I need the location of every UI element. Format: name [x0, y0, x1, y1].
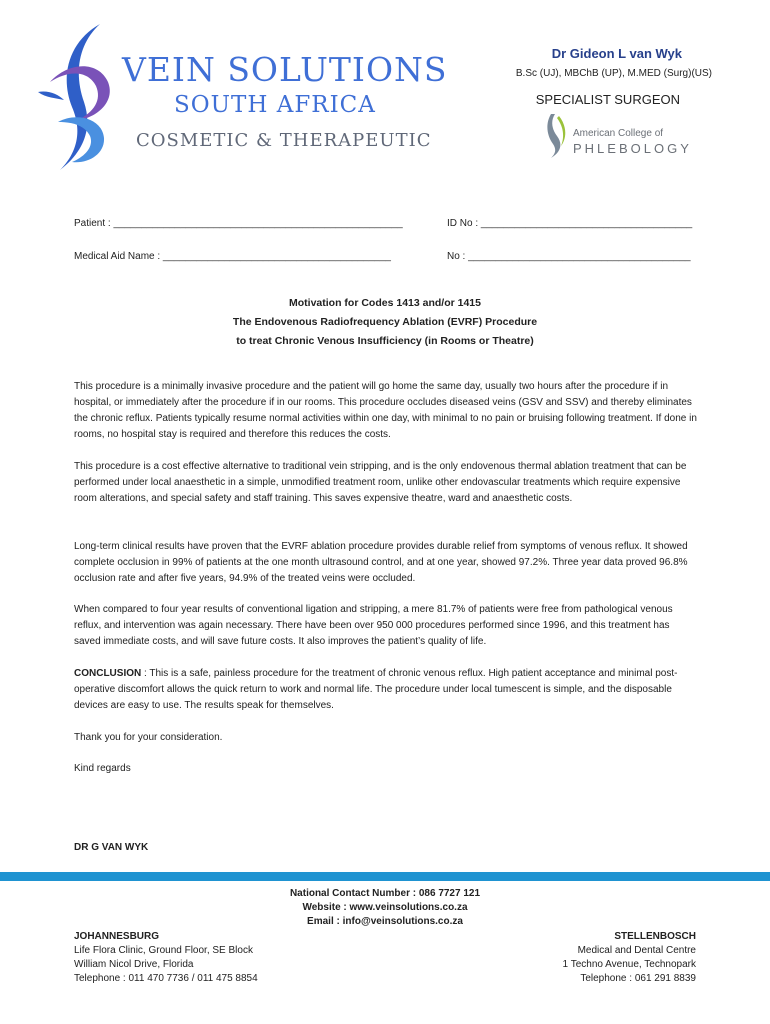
conclusion-label: CONCLUSION	[74, 668, 142, 679]
brand-region: SOUTH AFRICA	[174, 92, 376, 118]
affiliation-line1: American College of	[573, 128, 664, 139]
stb-address-line2: 1 Techno Avenue, Technopark	[562, 959, 696, 970]
jhb-address-line2: William Nicol Drive, Florida	[74, 959, 194, 970]
doctor-name: Dr Gideon L van Wyk	[551, 46, 682, 61]
conclusion-text: : This is a safe, painless procedure for the treatment of chronic venous reflux. High patient acceptance and minimal post-operative discomfort allows the quick return to work and normal life. The procedure under local tumescent is simple, and the disposable devices are easy to use. The results speak for themselves.	[74, 668, 678, 711]
signature: DR G VAN WYK	[74, 842, 149, 853]
stb-telephone: Telephone : 061 291 8839	[580, 973, 696, 984]
footer-divider-thin	[0, 880, 770, 881]
paragraph-3: Long-term clinical results have proven that the EVRF ablation procedure provides durable relief from symptoms of venous reflux. It showed complete occlusion in 99% of patients at the one month ultrasound control, and at one year, showed 97.2%. Three year data proved 96.8% occlusion rate and after five years, 94.9% of the treated veins were occluded.	[74, 541, 688, 584]
heading-line1: Motivation for Codes 1413 and/or 1415	[289, 297, 481, 309]
national-contact-number: National Contact Number : 086 7727 121	[289, 888, 481, 899]
vein-solutions-logo-icon	[38, 22, 128, 172]
medical-aid-field[interactable]: Medical Aid Name : _________________________________________	[74, 251, 391, 262]
stb-address-line1: Medical and Dental Centre	[577, 945, 696, 956]
doctor-title: SPECIALIST SURGEON	[535, 92, 680, 107]
email-link[interactable]: Email : info@veinsolutions.co.za	[307, 916, 463, 927]
brand-tagline: COSMETIC & THERAPEUTIC	[136, 130, 432, 151]
jhb-city: JOHANNESBURG	[74, 931, 160, 942]
conclusion-paragraph	[74, 666, 698, 714]
stb-city: STELLENBOSCH	[614, 931, 696, 942]
footer-divider	[0, 872, 770, 880]
paragraph-2: This procedure is a cost effective alternative to traditional vein stripping, and is the only endovenous thermal ablation treatment that can be performed under local anaesthetic in a simple, unmodified treatment room, unlike other endovascular treatments which require expensive room alterations, and special safety and staff training. This saves expensive theatre, ward and anaesthetic costs.	[74, 461, 687, 504]
stellenbosch-office	[563, 930, 696, 986]
doctor-qualifications: B.Sc (UJ), MBChB (UP), M.MED (Surg)(US)	[515, 68, 712, 79]
website-link[interactable]: Website : www.veinsolutions.co.za	[302, 902, 468, 913]
paragraph-1: This procedure is a minimally invasive procedure and the patient will go home the same day, usually two hours after the procedure if in hospital, or immediately after the procedure if in our rooms. This procedure occludes diseased veins (GSV and SSV) and thereby eliminates the chronic reflux. Patients typically resume normal activities within one day, with minimal to no pain or bruising following treatment. If done in rooms, no hospital stay is required and therefore this reduces the costs.	[74, 381, 697, 440]
regards-line: Kind regards	[74, 763, 131, 774]
heading-line2: The Endovenous Radiofrequency Ablation (EVRF) Procedure	[232, 316, 538, 328]
id-no-field[interactable]: ID No : ______________________________________	[447, 218, 693, 229]
jhb-telephone: Telephone : 011 470 7736 / 011 475 8854	[74, 973, 258, 984]
affiliation-line2: PHLEBOLOGY	[573, 141, 692, 156]
phlebology-logo-icon	[541, 112, 571, 158]
jhb-address-line1: Life Flora Clinic, Ground Floor, SE Block	[74, 945, 253, 956]
johannesburg-office	[74, 930, 258, 986]
medical-aid-no-field[interactable]: No : ________________________________________	[447, 251, 691, 262]
brand-name: VEIN SOLUTIONS	[122, 50, 448, 89]
thanks-line: Thank you for your consideration.	[74, 732, 223, 743]
patient-field[interactable]: Patient : ____________________________________________________	[74, 218, 403, 229]
paragraph-4: When compared to four year results of conventional ligation and stripping, a mere 81.7% of patients were free from pathological venous reflux, and intervention was again necessary. There have been over 950 000 procedures performed since 1996, and this treatment has saved immediate costs, and will save future costs. It also improves the patient’s quality of life.	[74, 604, 673, 647]
heading-line3: to treat Chronic Venous Insufficiency (in Rooms or Theatre)	[236, 335, 534, 347]
